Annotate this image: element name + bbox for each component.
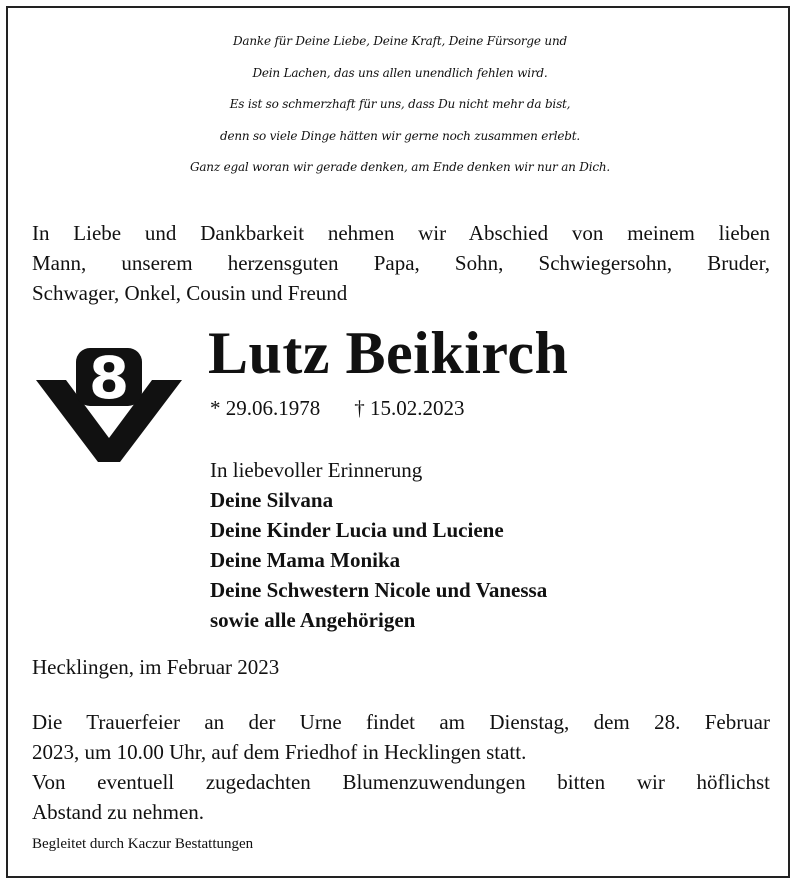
mourner-line: Deine Kinder Lucia und Luciene: [210, 518, 504, 542]
mourners-list: [210, 455, 547, 635]
poem: [10, 26, 790, 184]
poem-line: Es ist so schmerzhaft für uns, dass Du nicht mehr da bist,: [229, 97, 571, 111]
deceased-name: Lutz Beikirch: [208, 320, 569, 386]
intro-line: In Liebe und Dankbarkeit nehmen wir Abschied von meinem lieben: [32, 221, 770, 245]
place-date: Hecklingen, im Februar 2023: [32, 655, 280, 679]
life-dates: [210, 394, 465, 422]
farewell-intro: [32, 218, 770, 308]
death-date: † 15.02.2023: [354, 396, 465, 420]
poem-line: Dein Lachen, das uns allen unendlich fehlen wird.: [252, 65, 548, 80]
intro-line: Mann, unserem herzensguten Papa, Sohn, Schwiegersohn, Bruder,: [32, 251, 770, 275]
service-line: 2023, um 10.00 Uhr, auf dem Friedhof in Hecklingen statt.: [32, 740, 527, 764]
emblem-label: 8: [88, 348, 130, 412]
service-line: Abstand zu nehmen.: [32, 800, 205, 824]
mourner-line: Deine Schwestern Nicole und Vanessa: [210, 578, 548, 602]
birth-date: * 29.06.1978: [210, 396, 321, 420]
v8-emblem-icon: [36, 348, 182, 462]
mourner-line: sowie alle Angehörigen: [210, 608, 416, 632]
funeral-home-credit: Begleitet durch Kaczur Bestattungen: [32, 836, 254, 852]
mourner-line: Deine Silvana: [210, 488, 334, 512]
service-line: Von eventuell zugedachten Blumenzuwendungen bitten wir höflichst: [32, 770, 770, 794]
mourner-line: Deine Mama Monika: [210, 548, 401, 572]
service-info: [32, 707, 770, 827]
service-line: Die Trauerfeier an der Urne findet am Dienstag, dem 28. Februar: [32, 710, 770, 734]
poem-line: denn so viele Dinge hätten wir gerne noch zusammen erlebt.: [220, 128, 580, 143]
mourners-intro: In liebevoller Erinnerung: [210, 458, 423, 482]
poem-line: Ganz egal woran wir gerade denken, am Ende denken wir nur an Dich.: [189, 160, 611, 174]
poem-line: Danke für Deine Liebe, Deine Kraft, Deine Fürsorge und: [233, 34, 567, 48]
intro-line: Schwager, Onkel, Cousin und Freund: [32, 281, 348, 305]
